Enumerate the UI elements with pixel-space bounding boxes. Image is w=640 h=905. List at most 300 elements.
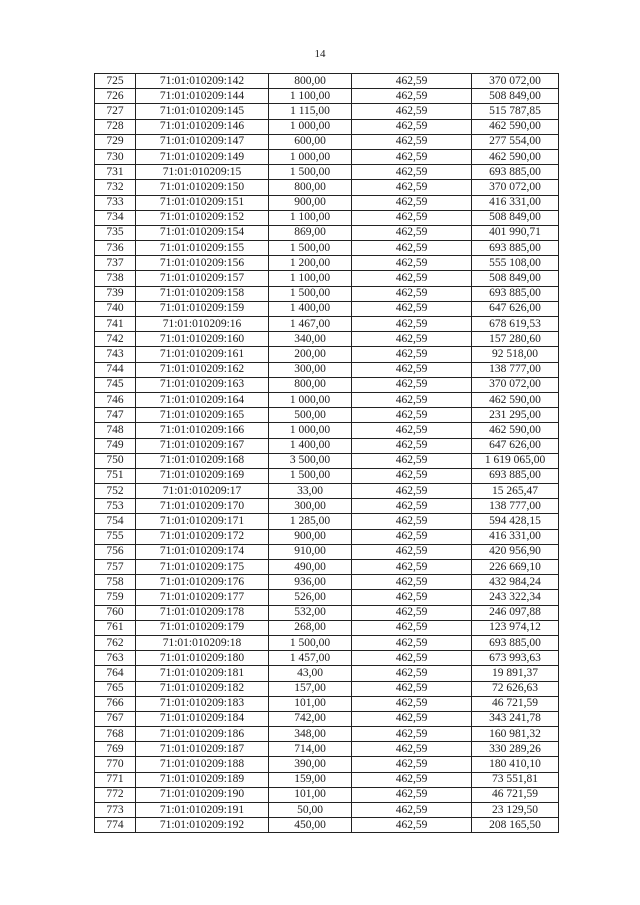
cadastral-number-cell: 71:01:010209:184 (136, 711, 269, 726)
table-row (95, 256, 559, 271)
row-number-cell: 759 (95, 590, 136, 605)
table-row (95, 803, 559, 818)
cadastral-number-cell: 71:01:010209:150 (136, 180, 269, 195)
row-number-cell: 735 (95, 225, 136, 240)
table-row (95, 89, 559, 104)
cadastral-number-cell: 71:01:010209:177 (136, 590, 269, 605)
area-cell: 910,00 (269, 544, 352, 559)
cadastral-number-cell: 71:01:010209:182 (136, 681, 269, 696)
cadastral-number-cell: 71:01:010209:146 (136, 119, 269, 134)
cadastral-number-cell: 71:01:010209:162 (136, 362, 269, 377)
row-number-cell: 762 (95, 635, 136, 650)
row-number-cell: 744 (95, 362, 136, 377)
table-row (95, 286, 559, 301)
row-number-cell: 730 (95, 149, 136, 164)
table-row (95, 742, 559, 757)
table-row (95, 180, 559, 195)
rate-cell: 462,59 (352, 286, 472, 301)
rate-cell: 462,59 (352, 575, 472, 590)
table-row (95, 347, 559, 362)
table-row (95, 468, 559, 483)
rate-cell: 462,59 (352, 544, 472, 559)
row-number-cell: 728 (95, 119, 136, 134)
area-cell: 43,00 (269, 666, 352, 681)
area-cell: 1 467,00 (269, 317, 352, 332)
row-number-cell: 756 (95, 544, 136, 559)
value-cell: 693 885,00 (472, 468, 559, 483)
rate-cell: 462,59 (352, 347, 472, 362)
table-row (95, 560, 559, 575)
rate-cell: 462,59 (352, 195, 472, 210)
rate-cell: 462,59 (352, 635, 472, 650)
cadastral-number-cell: 71:01:010209:178 (136, 605, 269, 620)
row-number-cell: 768 (95, 727, 136, 742)
cadastral-number-cell: 71:01:010209:174 (136, 544, 269, 559)
table-row (95, 438, 559, 453)
rate-cell: 462,59 (352, 362, 472, 377)
cadastral-number-cell: 71:01:010209:155 (136, 241, 269, 256)
rate-cell: 462,59 (352, 241, 472, 256)
row-number-cell: 747 (95, 408, 136, 423)
area-cell: 1 500,00 (269, 165, 352, 180)
value-cell: 73 551,81 (472, 772, 559, 787)
value-cell: 92 518,00 (472, 347, 559, 362)
cadastral-number-cell: 71:01:010209:171 (136, 514, 269, 529)
area-cell: 1 100,00 (269, 89, 352, 104)
table-row (95, 499, 559, 514)
row-number-cell: 737 (95, 256, 136, 271)
area-cell: 1 000,00 (269, 119, 352, 134)
row-number-cell: 743 (95, 347, 136, 362)
area-cell: 101,00 (269, 787, 352, 802)
table-row (95, 149, 559, 164)
rate-cell: 462,59 (352, 529, 472, 544)
value-cell: 416 331,00 (472, 195, 559, 210)
cadastral-number-cell: 71:01:010209:163 (136, 377, 269, 392)
row-number-cell: 729 (95, 134, 136, 149)
table-row (95, 392, 559, 407)
value-cell: 246 097,88 (472, 605, 559, 620)
rate-cell: 462,59 (352, 104, 472, 119)
rate-cell: 462,59 (352, 119, 472, 134)
rate-cell: 462,59 (352, 271, 472, 286)
table-row (95, 544, 559, 559)
cadastral-number-cell: 71:01:010209:147 (136, 134, 269, 149)
row-number-cell: 734 (95, 210, 136, 225)
area-cell: 600,00 (269, 134, 352, 149)
rate-cell: 462,59 (352, 787, 472, 802)
area-cell: 1 500,00 (269, 635, 352, 650)
rate-cell: 462,59 (352, 560, 472, 575)
table-row (95, 241, 559, 256)
cadastral-number-cell: 71:01:010209:145 (136, 104, 269, 119)
rate-cell: 462,59 (352, 149, 472, 164)
area-cell: 1 000,00 (269, 392, 352, 407)
rate-cell: 462,59 (352, 803, 472, 818)
row-number-cell: 774 (95, 818, 136, 833)
table-row (95, 484, 559, 499)
row-number-cell: 740 (95, 301, 136, 316)
area-cell: 1 500,00 (269, 241, 352, 256)
value-cell: 432 984,24 (472, 575, 559, 590)
table-row (95, 529, 559, 544)
cadastral-number-cell: 71:01:010209:179 (136, 620, 269, 635)
row-number-cell: 772 (95, 787, 136, 802)
table-row (95, 453, 559, 468)
row-number-cell: 761 (95, 620, 136, 635)
cadastral-number-cell: 71:01:010209:167 (136, 438, 269, 453)
cadastral-number-cell: 71:01:010209:175 (136, 560, 269, 575)
value-cell: 138 777,00 (472, 362, 559, 377)
rate-cell: 462,59 (352, 772, 472, 787)
area-cell: 1 400,00 (269, 438, 352, 453)
row-number-cell: 758 (95, 575, 136, 590)
area-cell: 1 115,00 (269, 104, 352, 119)
cadastral-number-cell: 71:01:010209:190 (136, 787, 269, 802)
table-row (95, 696, 559, 711)
area-cell: 800,00 (269, 74, 352, 89)
value-cell: 693 885,00 (472, 241, 559, 256)
cadastral-number-cell: 71:01:010209:166 (136, 423, 269, 438)
table-row (95, 119, 559, 134)
cadastral-number-cell: 71:01:010209:161 (136, 347, 269, 362)
table-row (95, 301, 559, 316)
row-number-cell: 742 (95, 332, 136, 347)
cadastral-number-cell: 71:01:010209:183 (136, 696, 269, 711)
row-number-cell: 733 (95, 195, 136, 210)
value-cell: 138 777,00 (472, 499, 559, 514)
value-cell: 462 590,00 (472, 119, 559, 134)
row-number-cell: 726 (95, 89, 136, 104)
row-number-cell: 738 (95, 271, 136, 286)
area-cell: 1 457,00 (269, 651, 352, 666)
value-cell: 72 626,63 (472, 681, 559, 696)
value-cell: 462 590,00 (472, 392, 559, 407)
cadastral-number-cell: 71:01:010209:17 (136, 484, 269, 499)
value-cell: 180 410,10 (472, 757, 559, 772)
value-cell: 23 129,50 (472, 803, 559, 818)
area-cell: 200,00 (269, 347, 352, 362)
cadastral-number-cell: 71:01:010209:188 (136, 757, 269, 772)
value-cell: 401 990,71 (472, 225, 559, 240)
table-row (95, 134, 559, 149)
row-number-cell: 731 (95, 165, 136, 180)
value-cell: 462 590,00 (472, 423, 559, 438)
value-cell: 693 885,00 (472, 635, 559, 650)
rate-cell: 462,59 (352, 301, 472, 316)
cadastral-number-cell: 71:01:010209:191 (136, 803, 269, 818)
table-row (95, 818, 559, 833)
cadastral-number-cell: 71:01:010209:160 (136, 332, 269, 347)
table-row (95, 727, 559, 742)
table-row (95, 681, 559, 696)
rate-cell: 462,59 (352, 711, 472, 726)
value-cell: 647 626,00 (472, 301, 559, 316)
row-number-cell: 750 (95, 453, 136, 468)
row-number-cell: 748 (95, 423, 136, 438)
cadastral-number-cell: 71:01:010209:181 (136, 666, 269, 681)
row-number-cell: 725 (95, 74, 136, 89)
area-cell: 900,00 (269, 195, 352, 210)
table-row (95, 225, 559, 240)
row-number-cell: 755 (95, 529, 136, 544)
rate-cell: 462,59 (352, 74, 472, 89)
value-cell: 508 849,00 (472, 271, 559, 286)
table-row (95, 104, 559, 119)
area-cell: 800,00 (269, 377, 352, 392)
cadastral-number-cell: 71:01:010209:176 (136, 575, 269, 590)
table-row (95, 514, 559, 529)
area-cell: 1 200,00 (269, 256, 352, 271)
value-cell: 673 993,63 (472, 651, 559, 666)
rate-cell: 462,59 (352, 590, 472, 605)
table-row (95, 74, 559, 89)
value-cell: 19 891,37 (472, 666, 559, 681)
table-body (95, 74, 559, 833)
table-row (95, 590, 559, 605)
table-row (95, 757, 559, 772)
table-row (95, 605, 559, 620)
rate-cell: 462,59 (352, 818, 472, 833)
value-cell: 157 280,60 (472, 332, 559, 347)
rate-cell: 462,59 (352, 514, 472, 529)
value-cell: 508 849,00 (472, 89, 559, 104)
value-cell: 647 626,00 (472, 438, 559, 453)
table-row (95, 772, 559, 787)
rate-cell: 462,59 (352, 392, 472, 407)
row-number-cell: 757 (95, 560, 136, 575)
cadastral-number-cell: 71:01:010209:18 (136, 635, 269, 650)
value-cell: 370 072,00 (472, 74, 559, 89)
area-cell: 300,00 (269, 362, 352, 377)
rate-cell: 462,59 (352, 727, 472, 742)
cadastral-number-cell: 71:01:010209:164 (136, 392, 269, 407)
page-number: 14 (314, 48, 326, 60)
cadastral-number-cell: 71:01:010209:16 (136, 317, 269, 332)
value-cell: 515 787,85 (472, 104, 559, 119)
rate-cell: 462,59 (352, 134, 472, 149)
value-cell: 231 295,00 (472, 408, 559, 423)
rate-cell: 462,59 (352, 453, 472, 468)
table-row (95, 620, 559, 635)
row-number-cell: 766 (95, 696, 136, 711)
row-number-cell: 745 (95, 377, 136, 392)
rate-cell: 462,59 (352, 484, 472, 499)
rate-cell: 462,59 (352, 408, 472, 423)
rate-cell: 462,59 (352, 225, 472, 240)
row-number-cell: 773 (95, 803, 136, 818)
cadastral-number-cell: 71:01:010209:158 (136, 286, 269, 301)
rate-cell: 462,59 (352, 468, 472, 483)
value-cell: 508 849,00 (472, 210, 559, 225)
cadastral-number-cell: 71:01:010209:159 (136, 301, 269, 316)
rate-cell: 462,59 (352, 696, 472, 711)
rate-cell: 462,59 (352, 332, 472, 347)
rate-cell: 462,59 (352, 499, 472, 514)
table-row (95, 711, 559, 726)
rate-cell: 462,59 (352, 742, 472, 757)
table-row (95, 408, 559, 423)
row-number-cell: 765 (95, 681, 136, 696)
rate-cell: 462,59 (352, 438, 472, 453)
rate-cell: 462,59 (352, 651, 472, 666)
area-cell: 1 100,00 (269, 210, 352, 225)
table-row (95, 271, 559, 286)
area-cell: 3 500,00 (269, 453, 352, 468)
area-cell: 900,00 (269, 529, 352, 544)
row-number-cell: 727 (95, 104, 136, 119)
row-number-cell: 770 (95, 757, 136, 772)
row-number-cell: 771 (95, 772, 136, 787)
area-cell: 532,00 (269, 605, 352, 620)
table-row (95, 165, 559, 180)
value-cell: 46 721,59 (472, 787, 559, 802)
area-cell: 450,00 (269, 818, 352, 833)
area-cell: 1 500,00 (269, 468, 352, 483)
cadastral-number-cell: 71:01:010209:165 (136, 408, 269, 423)
area-cell: 869,00 (269, 225, 352, 240)
rate-cell: 462,59 (352, 681, 472, 696)
cadastral-number-cell: 71:01:010209:189 (136, 772, 269, 787)
rate-cell: 462,59 (352, 165, 472, 180)
rate-cell: 462,59 (352, 757, 472, 772)
area-cell: 1 285,00 (269, 514, 352, 529)
value-cell: 693 885,00 (472, 286, 559, 301)
cadastral-number-cell: 71:01:010209:157 (136, 271, 269, 286)
row-number-cell: 767 (95, 711, 136, 726)
value-cell: 370 072,00 (472, 180, 559, 195)
row-number-cell: 746 (95, 392, 136, 407)
table-row (95, 787, 559, 802)
cadastral-number-cell: 71:01:010209:172 (136, 529, 269, 544)
table-row (95, 195, 559, 210)
value-cell: 1 619 065,00 (472, 453, 559, 468)
area-cell: 714,00 (269, 742, 352, 757)
area-cell: 1 000,00 (269, 423, 352, 438)
area-cell: 1 500,00 (269, 286, 352, 301)
rate-cell: 462,59 (352, 377, 472, 392)
row-number-cell: 753 (95, 499, 136, 514)
value-cell: 123 974,12 (472, 620, 559, 635)
value-cell: 15 265,47 (472, 484, 559, 499)
rate-cell: 462,59 (352, 317, 472, 332)
rate-cell: 462,59 (352, 210, 472, 225)
rate-cell: 462,59 (352, 423, 472, 438)
rate-cell: 462,59 (352, 605, 472, 620)
value-cell: 243 322,34 (472, 590, 559, 605)
value-cell: 555 108,00 (472, 256, 559, 271)
cadastral-number-cell: 71:01:010209:15 (136, 165, 269, 180)
cadastral-number-cell: 71:01:010209:169 (136, 468, 269, 483)
table-row (95, 666, 559, 681)
cadastral-number-cell: 71:01:010209:144 (136, 89, 269, 104)
cadastral-number-cell: 71:01:010209:142 (136, 74, 269, 89)
row-number-cell: 741 (95, 317, 136, 332)
cadastral-number-cell: 71:01:010209:192 (136, 818, 269, 833)
value-cell: 343 241,78 (472, 711, 559, 726)
value-cell: 416 331,00 (472, 529, 559, 544)
area-cell: 159,00 (269, 772, 352, 787)
table-row (95, 377, 559, 392)
table-row (95, 423, 559, 438)
row-number-cell: 732 (95, 180, 136, 195)
row-number-cell: 764 (95, 666, 136, 681)
cadastral-number-cell: 71:01:010209:154 (136, 225, 269, 240)
area-cell: 300,00 (269, 499, 352, 514)
cadastral-number-cell: 71:01:010209:149 (136, 149, 269, 164)
parcel-table (94, 73, 559, 833)
rate-cell: 462,59 (352, 620, 472, 635)
area-cell: 50,00 (269, 803, 352, 818)
area-cell: 33,00 (269, 484, 352, 499)
cadastral-number-cell: 71:01:010209:168 (136, 453, 269, 468)
cadastral-number-cell: 71:01:010209:187 (136, 742, 269, 757)
row-number-cell: 736 (95, 241, 136, 256)
area-cell: 101,00 (269, 696, 352, 711)
value-cell: 594 428,15 (472, 514, 559, 529)
area-cell: 742,00 (269, 711, 352, 726)
rate-cell: 462,59 (352, 180, 472, 195)
value-cell: 693 885,00 (472, 165, 559, 180)
area-cell: 348,00 (269, 727, 352, 742)
row-number-cell: 751 (95, 468, 136, 483)
value-cell: 46 721,59 (472, 696, 559, 711)
row-number-cell: 760 (95, 605, 136, 620)
table-row (95, 635, 559, 650)
rate-cell: 462,59 (352, 89, 472, 104)
rate-cell: 462,59 (352, 256, 472, 271)
row-number-cell: 739 (95, 286, 136, 301)
cadastral-number-cell: 71:01:010209:186 (136, 727, 269, 742)
table-row (95, 210, 559, 225)
area-cell: 936,00 (269, 575, 352, 590)
value-cell: 370 072,00 (472, 377, 559, 392)
cadastral-number-cell: 71:01:010209:156 (136, 256, 269, 271)
value-cell: 330 289,26 (472, 742, 559, 757)
row-number-cell: 752 (95, 484, 136, 499)
table-row (95, 651, 559, 666)
area-cell: 1 000,00 (269, 149, 352, 164)
row-number-cell: 754 (95, 514, 136, 529)
value-cell: 420 956,90 (472, 544, 559, 559)
row-number-cell: 769 (95, 742, 136, 757)
table-row (95, 332, 559, 347)
value-cell: 277 554,00 (472, 134, 559, 149)
table-row (95, 317, 559, 332)
area-cell: 1 100,00 (269, 271, 352, 286)
value-cell: 160 981,32 (472, 727, 559, 742)
cadastral-number-cell: 71:01:010209:180 (136, 651, 269, 666)
area-cell: 390,00 (269, 757, 352, 772)
rate-cell: 462,59 (352, 666, 472, 681)
cadastral-number-cell: 71:01:010209:151 (136, 195, 269, 210)
area-cell: 340,00 (269, 332, 352, 347)
cadastral-number-cell: 71:01:010209:170 (136, 499, 269, 514)
cadastral-number-cell: 71:01:010209:152 (136, 210, 269, 225)
table-row (95, 362, 559, 377)
area-cell: 800,00 (269, 180, 352, 195)
table-row (95, 575, 559, 590)
value-cell: 678 619,53 (472, 317, 559, 332)
area-cell: 268,00 (269, 620, 352, 635)
row-number-cell: 763 (95, 651, 136, 666)
value-cell: 462 590,00 (472, 149, 559, 164)
area-cell: 490,00 (269, 560, 352, 575)
area-cell: 526,00 (269, 590, 352, 605)
area-cell: 157,00 (269, 681, 352, 696)
value-cell: 226 669,10 (472, 560, 559, 575)
area-cell: 500,00 (269, 408, 352, 423)
